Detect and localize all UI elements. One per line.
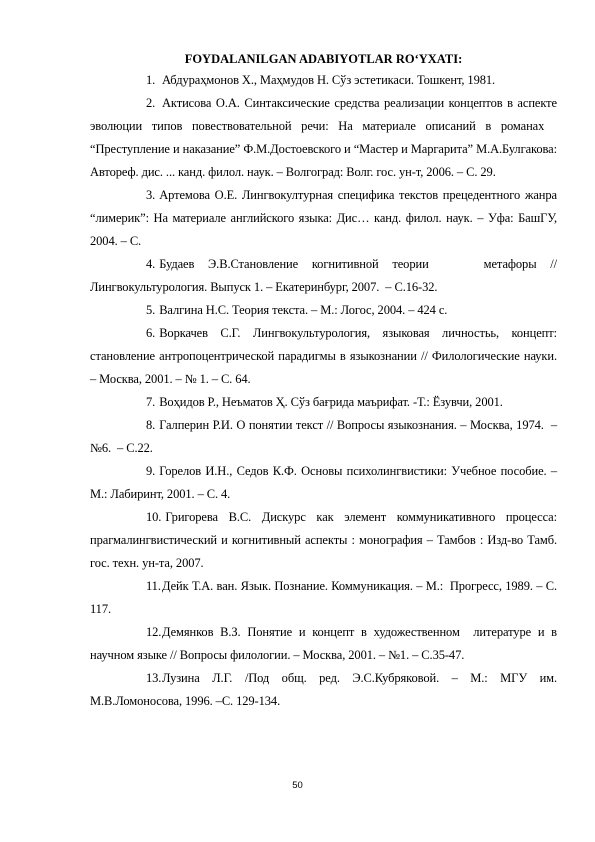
reference-text: Воҳидов Р., Неъматов Ҳ. Сўз бағрида маърифат. -Т.: Ёзувчи, 2001. — [159, 395, 503, 409]
reference-item — [90, 322, 557, 391]
page-number: 50 — [292, 780, 303, 791]
document-page — [90, 50, 557, 713]
reference-item — [90, 184, 557, 253]
reference-number: 2. — [146, 96, 156, 110]
reference-number: 8. — [146, 418, 156, 432]
reference-text: Лузина Л.Г. /Под общ. ред. Э.С.Кубряковой. – М.: МГУ им. М.В.Ломоносова, 1996. –С. 129-134. — [90, 671, 557, 708]
reference-text: Актисова О.А. Синтаксические средства реализации концептов в аспекте эволюции типов повествовательной речи: На материале описаний в романах “Преступление и наказание” Ф.М.Достоевского и “Мастер и Маргарита” М.А.Булгакова: Автореф. дис. ... канд. филол. наук. – Волгоград: Волг. гос. ун-т, 2006. – С. 29. — [90, 96, 557, 179]
reference-item — [90, 253, 557, 299]
reference-item — [90, 414, 557, 460]
reference-item — [90, 506, 557, 575]
reference-item — [90, 575, 557, 621]
reference-number: 3. — [146, 188, 156, 202]
reference-item — [90, 92, 557, 184]
reference-text: Артемова О.Е. Лингвокултурная специфика текстов прецедентного жанра “лимерик”: На материале английского языка: Дис… канд. филол. наук. – Уфа: БашГУ, 2004. – С. — [90, 188, 557, 248]
reference-number: 7. — [146, 395, 156, 409]
reference-number: 12. — [146, 625, 162, 639]
reference-text: Валгина Н.С. Теория текста. – М.: Логос, 2004. – 424 с. — [159, 303, 448, 317]
reference-item — [90, 299, 557, 322]
reference-item — [90, 391, 557, 414]
reference-number: 11. — [146, 579, 161, 593]
reference-number: 4. — [146, 257, 156, 271]
reference-item — [90, 69, 557, 92]
reference-text: Григорева В.С. Дискурс как элемент коммуникативного процесса: прагмалингвистический и когнитивный аспекты : монография – Тамбов : Изд-во Тамб. гос. техн. ун-та, 2007. — [90, 510, 557, 570]
bibliography-title: FOYDALANILGAN ADABIYOTLAR RO‘YXATI: — [184, 52, 463, 66]
reference-text: Воркачев С.Г. Лингвокультурология, языковая личностьь, концепт: становление антропоцентрической парадигмы в языкознании // Филологические науки. – Москва, 2001. – № 1. – С. 64. — [90, 326, 557, 386]
reference-text: Демянков В.З. Понятие и концепт в художественном литературе и в научном языке // Вопросы филологии. – Москва, 2001. – №1. – С.35-47. — [90, 625, 557, 662]
reference-number: 6. — [146, 326, 156, 340]
reference-item — [90, 667, 557, 713]
reference-number: 13. — [146, 671, 162, 685]
reference-text: Галперин Р.И. О понятии текст // Вопросы языкознания. – Москва, 1974. – №6. – С.22. — [90, 418, 557, 455]
reference-number: 1. — [146, 73, 156, 87]
reference-text: Дейк Т.А. ван. Язык. Познание. Коммуникация. – М.: Прогресс, 1989. – С. 117. — [90, 579, 557, 616]
reference-item — [90, 621, 557, 667]
reference-item — [90, 460, 557, 506]
reference-number: 5. — [146, 303, 156, 317]
reference-text: Абдураҳмонов Х., Маҳмудов Н. Сўз эстетикаси. Тошкент, 1981. — [162, 73, 496, 87]
reference-list — [90, 69, 557, 713]
reference-number: 9. — [146, 464, 156, 478]
reference-text: Горелов И.Н., Седов К.Ф. Основы психолингвистики: Учебное пособие. – М.: Лабиринт, 2001. – С. 4. — [90, 464, 557, 501]
reference-text: Будаев Э.В.Становление когнитивной теории метафоры // Лингвокультурология. Выпуск 1. – Екатеринбург, 2007. – С.16-32. — [90, 257, 557, 294]
reference-number: 10. — [146, 510, 162, 524]
